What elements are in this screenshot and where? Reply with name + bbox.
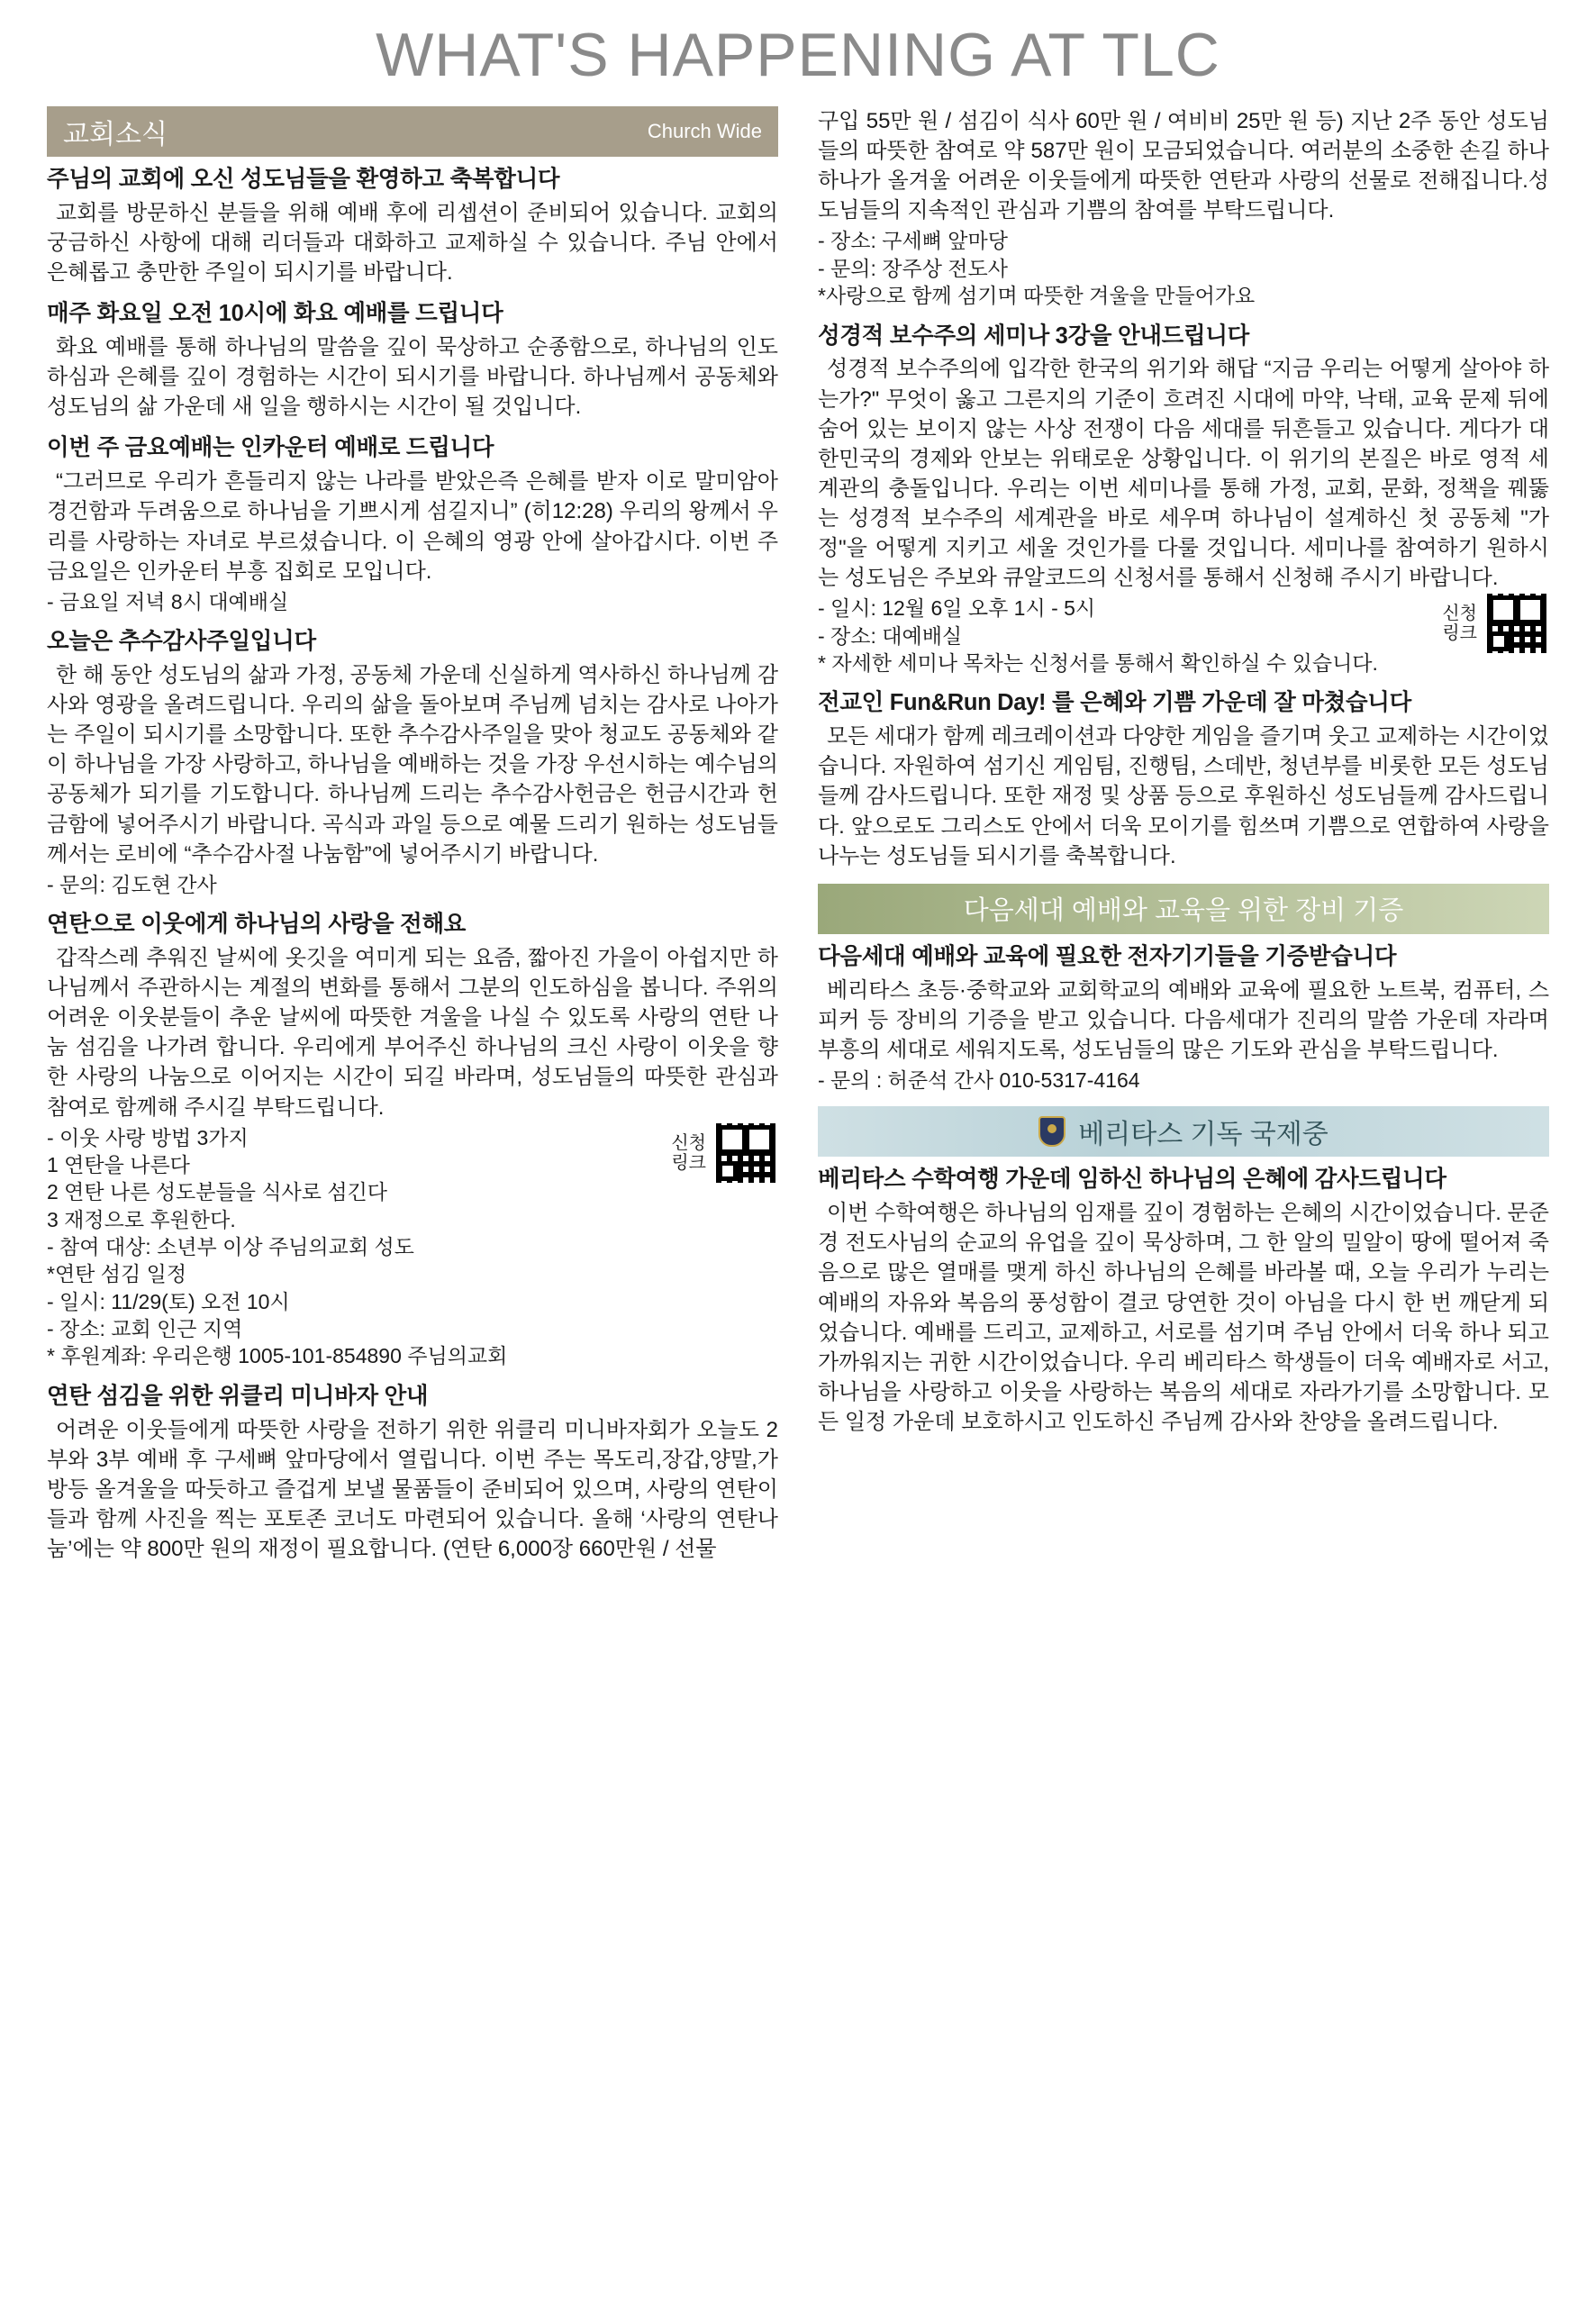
- qr-code-icon[interactable]: [713, 1121, 778, 1185]
- meta-line: - 장소: 대예배실: [818, 623, 963, 648]
- left-column: [47, 106, 778, 1576]
- article-meta: [47, 1124, 778, 1370]
- article: [818, 1166, 1549, 1437]
- article-heading: 오늘은 추수감사주일입니다: [47, 629, 316, 655]
- section-header-veritas: [818, 1106, 1549, 1157]
- article-meta: [818, 1067, 1549, 1094]
- article-body: 이번 수학여행은 하나님의 임재를 깊이 경험하는 은혜의 시간이었습니다. 문준경 전도사님의 순교의 유업을 깊이 묵상하며, 그 한 알의 밀알이 땅에 떨어져 죽음으로 많은 열매를 맺게 하신 하나님의 은혜를 바라볼 때, 오늘 우리가 누리는 예배의 자유와 복음의 풍성함이 결코 당연한 것이 아님을 다시 한 번 깨닫게 되었습니다. 예배를 드리고, 교제하고, 서로를 섬기며 주님 안에서 더욱 하나 되고 가까워지는 귀한 시간이었습니다. 우리 베리타스 학생들이 더욱 예배자로 서고, 하나님을 사랑하고 이웃을 사랑하는 복음의 세대로 자라가기를 소망합니다. 모든 일정 가운데 보호하시고 인도하신 주님께 감사와 찬양을 올려드립니다.: [818, 1201, 1549, 1434]
- qr-application-link[interactable]: [671, 1121, 778, 1185]
- article-body: 모든 세대가 함께 레크레이션과 다양한 게임을 즐기며 웃고 교제하는 시간이었습니다. 자원하여 섬기신 게임팀, 진행팀, 스데반, 청년부를 비롯한 모든 성도님들께 감사드립니다. 또한 재정 및 상품 등으로 후원하신 성도님들께 감사드립니다. 앞으로도 그리스도 안에서 더욱 모이기를 힘쓰며 기쁨으로 연합하여 사랑을 나누는 성도님들 되시기를 축복합니다.: [818, 724, 1549, 868]
- article: [47, 911, 778, 1370]
- meta-line: *사랑으로 함께 섬기며 따뜻한 겨울을 만들어가요: [818, 284, 1256, 308]
- shield-crest-icon: [1038, 1116, 1066, 1147]
- article-heading: 매주 화요일 오전 10시에 화요 예배를 드립니다: [47, 301, 503, 327]
- qr-label-line1: 신청: [671, 1132, 706, 1153]
- article: [47, 1383, 778, 1564]
- meta-line: - 문의 : 허준석 간사 010-5317-4164: [818, 1067, 1140, 1092]
- meta-line: 2 연탄 나른 성도분들을 식사로 섬긴다: [47, 1180, 388, 1204]
- meta-line: - 일시: 12월 6일 오후 1시 - 5시: [818, 596, 1096, 621]
- section-header-next-gen: [818, 884, 1549, 934]
- qr-label-line2: 링크: [1442, 623, 1477, 644]
- article-body: 구입 55만 원 / 섬김이 식사 60만 원 / 여비비 25만 원 등) 지난 2주 동안 성도님들의 따뜻한 참여로 약 587만 원이 모금되었습니다. 여러분의 소중한 손길 하나하나가 올겨울 어려운 이웃들에게 따뜻한 연탄과 사랑의 선물로 전해집니다.성도님들의 지속적인 관심과 기쁨의 참여를 부탁드립니다.: [818, 109, 1549, 223]
- meta-line: - 문의: 장주상 전도사: [818, 256, 1008, 280]
- article-heading: 주님의 교회에 오신 성도님들을 환영하고 축복합니다: [47, 167, 560, 192]
- article: [47, 166, 778, 287]
- section-subtitle: Church Wide: [647, 120, 762, 142]
- article-body: 갑작스레 추워진 날씨에 옷깃을 여미게 되는 요즘, 짧아진 가을이 아쉽지만 하나님께서 주관하시는 계절의 변화를 통해서 그분의 인도하심을 봅니다. 주위의 어려운 이웃분들이 추운 날씨에 따뜻한 겨울을 나실 수 있도록 사랑의 연탄 나눔 섬김을 나가려 합니다. 우리에게 부어주신 하나님의 크신 사랑이 이웃을 향한 사랑의 나눔으로 이어지는 시간이 되길 바라며, 성도님들의 따뜻한 관심과 참여로 함께해 주시길 부탁드립니다.: [47, 945, 778, 1120]
- qr-application-link[interactable]: [1442, 591, 1549, 656]
- article-body: “그러므로 우리가 흔들리지 않는 나라를 받았은즉 은혜를 받자 이로 말미암아 경건함과 두려움으로 하나님을 기쁘시게 섬길지니” (히12:28) 우리의 왕께서 우리를 사랑하는 자녀로 부르셨습니다. 이 은혜의 영광 안에 살아갑시다. 이번 주 금요일은 인카운터 부흥 집회로 모입니다.: [47, 469, 778, 584]
- article: [818, 689, 1549, 870]
- article-heading: 연탄으로 이웃에게 하나님의 사랑을 전해요: [47, 912, 467, 938]
- section-title: 베리타스 기독 국제중: [1078, 1120, 1328, 1150]
- article: [47, 628, 778, 898]
- article: [47, 300, 778, 422]
- article-body: 교회를 방문하신 분들을 위해 예배 후에 리셉션이 준비되어 있습니다. 교회의 궁금하신 사항에 대해 리더들과 대화하고 교제하실 수 있습니다. 주님 안에서 은혜롭고 충만한 주일이 되시기를 바랍니다.: [47, 200, 778, 286]
- article-body: 베리타스 초등·중학교와 교회학교의 예배와 교육에 필요한 노트북, 컴퓨터, 스피커 등 장비의 기증을 받고 있습니다. 다음세대가 진리의 말씀 가운데 자라며 부흥의 세대로 세워지도록, 성도님들의 많은 기도와 관심을 부탁드립니다.: [818, 977, 1549, 1062]
- article-continuation: [818, 106, 1549, 310]
- meta-line: * 자세한 세미나 목차는 신청서를 통해서 확인하실 수 있습니다.: [818, 650, 1378, 675]
- meta-line: - 이웃 사랑 방법 3가지: [47, 1125, 249, 1149]
- meta-line: - 참여 대상: 소년부 이상 주님의교회 성도: [47, 1235, 414, 1259]
- article-heading: 연탄 섬김을 위한 위클리 미니바자 안내: [47, 1383, 429, 1409]
- article-heading: 베리타스 수학여행 가운데 임하신 하나님의 은혜에 감사드립니다: [818, 1167, 1446, 1193]
- qr-label-line1: 신청: [1442, 604, 1477, 624]
- meta-line: 3 재정으로 후원한다.: [47, 1207, 236, 1231]
- article-heading: 전교인 Fun&Run Day! 를 은혜와 기쁨 가운데 잘 마쳤습니다: [818, 690, 1411, 716]
- article: [47, 434, 778, 615]
- page-title: WHAT'S HAPPENING AT TLC: [376, 21, 1220, 89]
- article-meta: [47, 588, 778, 615]
- meta-line: - 문의: 김도현 간사: [47, 872, 217, 896]
- meta-line: 1 연탄을 나른다: [47, 1152, 190, 1176]
- qr-label: [671, 1133, 706, 1173]
- two-column-layout: [47, 106, 1549, 1576]
- meta-line: *연탄 섬김 일정: [47, 1262, 187, 1286]
- meta-line: - 장소: 교회 인근 지역: [47, 1317, 243, 1341]
- meta-line: - 장소: 구세뼈 앞마당: [818, 229, 1008, 253]
- article-body: 어려운 이웃들에게 따뜻한 사랑을 전하기 위한 위클리 미니바자회가 오늘도 2부와 3부 예배 후 구세뼈 앞마당에서 열립니다. 이번 주는 목도리,장갑,양말,가방등 올겨울을 따듯하고 즐겁게 보낼 물품들이 준비되어 있으며, 사랑의 연탄이들과 함께 사진을 찍는 포토존 코너도 마련되어 있습니다. 올해 ‘사랑의 연탄나눔’에는 약 800만 원의 재정이 필요합니다. (연탄 6,000장 660만원 / 선물: [47, 1417, 778, 1562]
- article-heading: 다음세대 예배와 교육에 필요한 전자기기들을 기증받습니다: [818, 943, 1397, 969]
- right-column: [818, 106, 1549, 1449]
- article-body: 화요 예배를 통해 하나님의 말씀을 깊이 묵상하고 순종함으로, 하나님의 인도하심과 은혜를 깊이 경험하는 시간이 되시기를 바랍니다. 하나님께서 공동체와 성도님의 삶 가운데 새 일을 행하시는 시간이 될 것입니다.: [47, 335, 778, 420]
- article-meta: [818, 227, 1549, 309]
- article-heading: 이번 주 금요예배는 인카운터 예배로 드립니다: [47, 435, 494, 461]
- qr-code-icon[interactable]: [1484, 591, 1549, 656]
- qr-label-line2: 링크: [671, 1152, 706, 1173]
- article-meta: [818, 595, 1549, 677]
- article-heading: 성경적 보수주의 세미나 3강을 안내드립니다: [818, 322, 1250, 349]
- article: [818, 322, 1549, 677]
- meta-line: - 일시: 11/29(토) 오전 10시: [47, 1289, 290, 1313]
- meta-line: - 금요일 저녁 8시 대예배실: [47, 589, 289, 613]
- article-meta: [47, 871, 778, 898]
- meta-line: * 후원계좌: 우리은행 1005-101-854890 주님의교회: [47, 1344, 508, 1368]
- article: [818, 943, 1549, 1095]
- section-title: 다음세대 예배와 교육을 위한 장비 기증: [963, 896, 1404, 926]
- article-body: 성경적 보수주의에 입각한 한국의 위기와 해답 “지금 우리는 어떻게 살아야 하는가?" 무엇이 옳고 그른지의 기준이 흐려진 시대에 마약, 낙태, 교육 문제 뒤에 숨어 있는 보이지 않는 사상 전쟁이 다음 세대를 뒤흔들고 있습니다. 게다가 대한민국의 경제와 안보는 위태로운 상황입니다. 이 위기의 본질은 바로 영적 세계관의 충돌입니다. 우리는 이번 세미나를 통해 가정, 교회, 문화, 정책을 꿰뚫는 성경적 보수주의 세계관을 바로 세우며 하나님이 설계하신 첫 공동체 "가정"을 어떻게 지키고 세울 것인가를 다룰 것입니다. 세미나를 참여하기 원하시는 성도님은 주보와 큐알코드의 신청서를 통해서 신청해 주시기 바랍니다.: [818, 357, 1549, 591]
- section-header-church-wide: [47, 106, 778, 157]
- qr-label: [1442, 604, 1477, 643]
- section-title: 교회소식: [63, 120, 168, 150]
- article-body: 한 해 동안 성도님의 삶과 가정, 공동체 가운데 신실하게 역사하신 하나님께 감사와 영광을 올려드립니다. 우리의 삶을 돌아보며 주님께 넘치는 감사로 나아가는 주일이 되시기를 소망합니다. 또한 추수감사주일을 맞아 청교도 공동체와 같이 하나님을 가장 사랑하고, 하나님을 예배하는 것을 가장 우선시하는 예수님의 공동체가 되기를 기도합니다. 하나님께 드리는 추수감사헌금은 헌금시간과 헌금함에 넣어주시기 바랍니다. 곡식과 과일 등으로 예물 드리기 원하는 성도님들께서는 로비에 “추수감사절 나눔함”에 넣어주시기 바랍니다.: [47, 662, 778, 867]
